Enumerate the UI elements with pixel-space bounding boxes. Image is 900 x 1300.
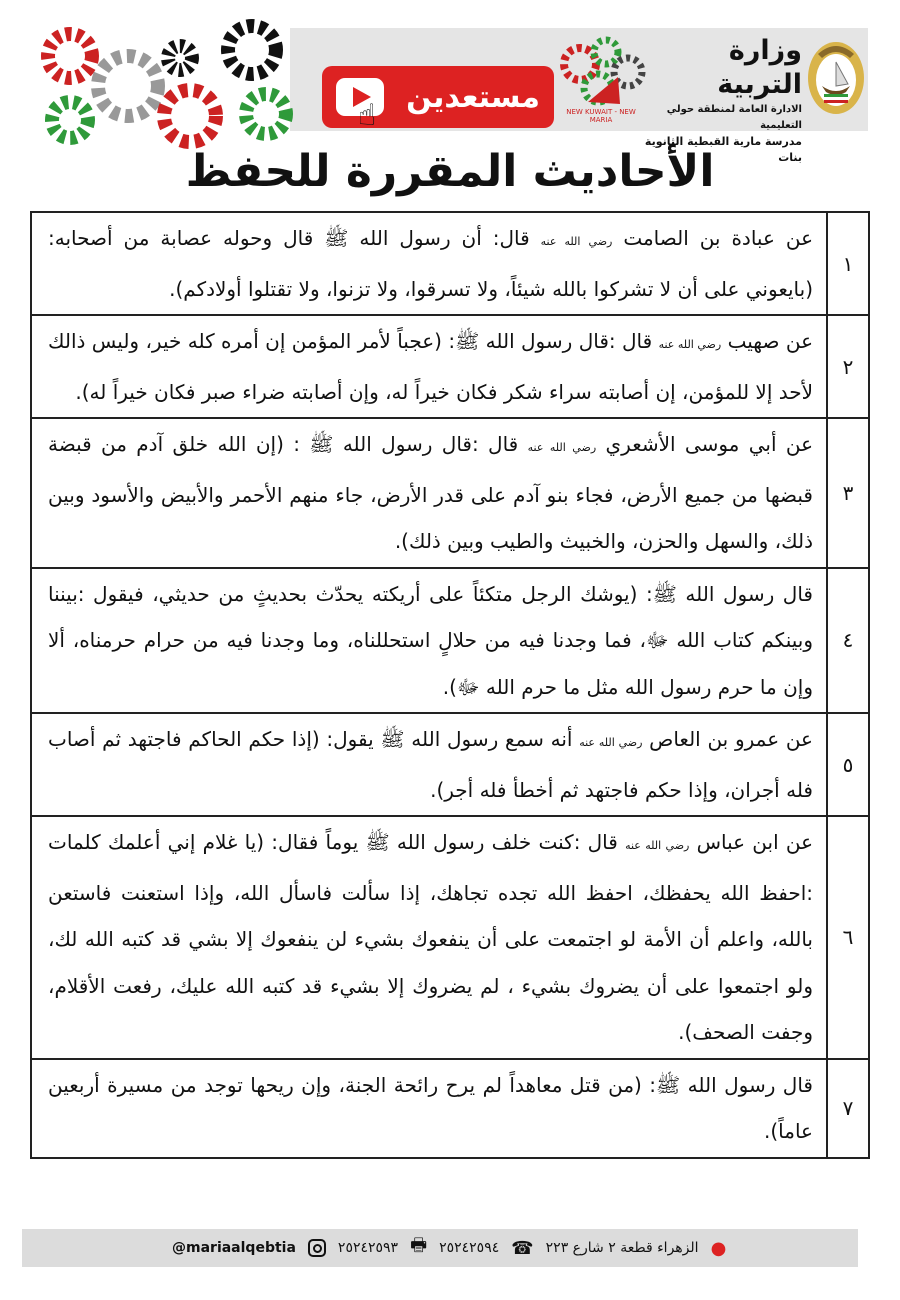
hadith-number: ٤ [827,568,869,714]
hadith-number: ٥ [827,713,869,816]
location-pin-icon: ● [710,1237,727,1259]
narrator: عن عبادة بن الصامت [623,226,813,250]
honorific-note: رضي الله عنه [625,839,690,852]
school-name: مدرسة مارية القبطية الثانوية بنات [644,135,802,164]
hadith-text-cell [31,1059,827,1158]
subscribe-label: مستعدين [406,79,540,115]
school-logo-caption: NEW KUWAIT - NEW MARIA [566,108,636,124]
narrator: عن عمرو بن العاص [649,727,813,751]
subscribe-button[interactable] [322,66,554,128]
hadith-row [31,1059,869,1158]
hadith-row [31,568,869,714]
hadith-text: أنه سمع رسول الله ﷺ يقول: (إذا حكم الحاكم فاجتهد ثم أصاب فله أجران، وإذا حكم فاجتهد ثم أخطأ فله أجر). [48,727,813,802]
kuwait-emblem-icon [804,34,868,124]
hadith-number: ٢ [827,315,869,418]
hadith-text: قال رسول الله ﷺ: (من قتل معاهداً لم يرح رائحة الجنة، وإن ريحها توجد من مسيرة أربعين عاماً). [48,1072,813,1143]
hadith-text-cell [31,568,827,714]
hadith-row [31,418,869,568]
hadith-text-cell [31,713,827,816]
phone-icon: ☎ [511,1237,534,1259]
hadith-number: ٧ [827,1059,869,1158]
phone-number: ٢٥٢٤٢٥٩٤ [439,1240,500,1256]
instagram-icon [308,1239,326,1257]
honorific-note: رضي الله عنه [579,736,643,749]
narrator: عن ابن عباس [696,830,814,854]
honorific-note: رضي الله عنه [527,441,597,454]
fax-number: ٢٥٢٤٢٥٩٣ [337,1240,399,1256]
narrator: عن أبي موسى الأشعري [605,432,814,456]
hadith-text-cell [31,315,827,418]
hadith-number: ٦ [827,816,869,1059]
hadith-text: قال رسول الله ﷺ: (يوشك الرجل متكئاً على أريكته يحدّث بحديثٍ من حديثي، فيقول :بيننا وبينكم كتاب الله ﷻ، فما وجدنا فيه من حلالٍ استحللناه، وما وجدنا فيه من حرام حرمناه، ألا وإن ما حرم رسول الله مثل ما حرم الله ﷻ). [48,581,813,699]
contact-footer [22,1229,858,1267]
ministry-title: وزارة التربية [717,35,802,100]
hadith-row [31,713,869,816]
fax-icon: 🖶 [410,1235,428,1256]
hadith-text-cell [31,418,827,568]
hadith-number: ١ [827,212,869,315]
hadith-table [30,211,870,1159]
hadith-text-cell [31,816,827,1059]
address: الزهراء قطعة ٢ شارع ٢٢٣ [545,1240,699,1256]
hadith-text: قال :كنت خلف رسول الله ﷺ يوماً فقال: (يا غلام إني أعلمك كلمات :احفظ الله يحفظك، احفظ الله تجده تجاهك، إذا سألت فاسأل الله، وإذا استعنت فاستعن بالله، واعلم أن الأمة لو اجتمعت على أن ينفعوك بشيء لن ينفعوك إلا بشي قد كتبه الله لك، ولو اجتمعوا على أن يضروك بشيء ، لم يضروك إلا بشيء قد كتبه الله عليك، رفعت الأقلام، وجفت الصحف). [48,830,813,1044]
hand-cursor-icon: ☝ [358,98,377,133]
honorific-note: رضي الله عنه [658,338,722,351]
gears-decoration [30,28,290,131]
hadith-number: ٣ [827,418,869,568]
page-title: الأحاديث المقررة للحفظ [185,146,715,197]
hadith-text-cell [31,212,827,315]
hadith-text: قال :قال رسول الله ﷺ : (إن الله خلق آدم من قبضة قبضها من جميع الأرض، فجاء بنو آدم على قدر الأرض، جاء منهم الأحمر والأبيض والأسود وبين ذلك، والسهل والحزن، والخبيث والطيب وبين ذلك). [48,432,813,553]
instagram-handle[interactable]: @mariaalqebtia [172,1240,296,1256]
hadith-row [31,212,869,315]
narrator: عن صهيب [727,329,814,353]
honorific-note: رضي الله عنه [540,235,613,248]
hadith-text: قال :قال رسول الله ﷺ: (عجباً لأمر المؤمن إن أمره كله خير، وليس ذالك لأحد إلا للمؤمن، إن أصابته سراء شكر فكان خيراً له، وإن أصابته ضراء صبر فكان خيراً له). [48,329,813,404]
hadith-text: قال: أن رسول الله ﷺ قال وحوله عصابة من أصحابه: (بايعوني على أن لا تشركوا بالله شيئاً، ولا تسرقوا، ولا تزنوا، ولا تقتلوا أولادكم). [48,226,813,301]
hadith-row [31,816,869,1059]
ministry-subtitle: الادارة العامة لمنطقة حولي التعليمية [666,104,802,131]
header-banner [30,28,868,164]
hadith-row [31,315,869,418]
